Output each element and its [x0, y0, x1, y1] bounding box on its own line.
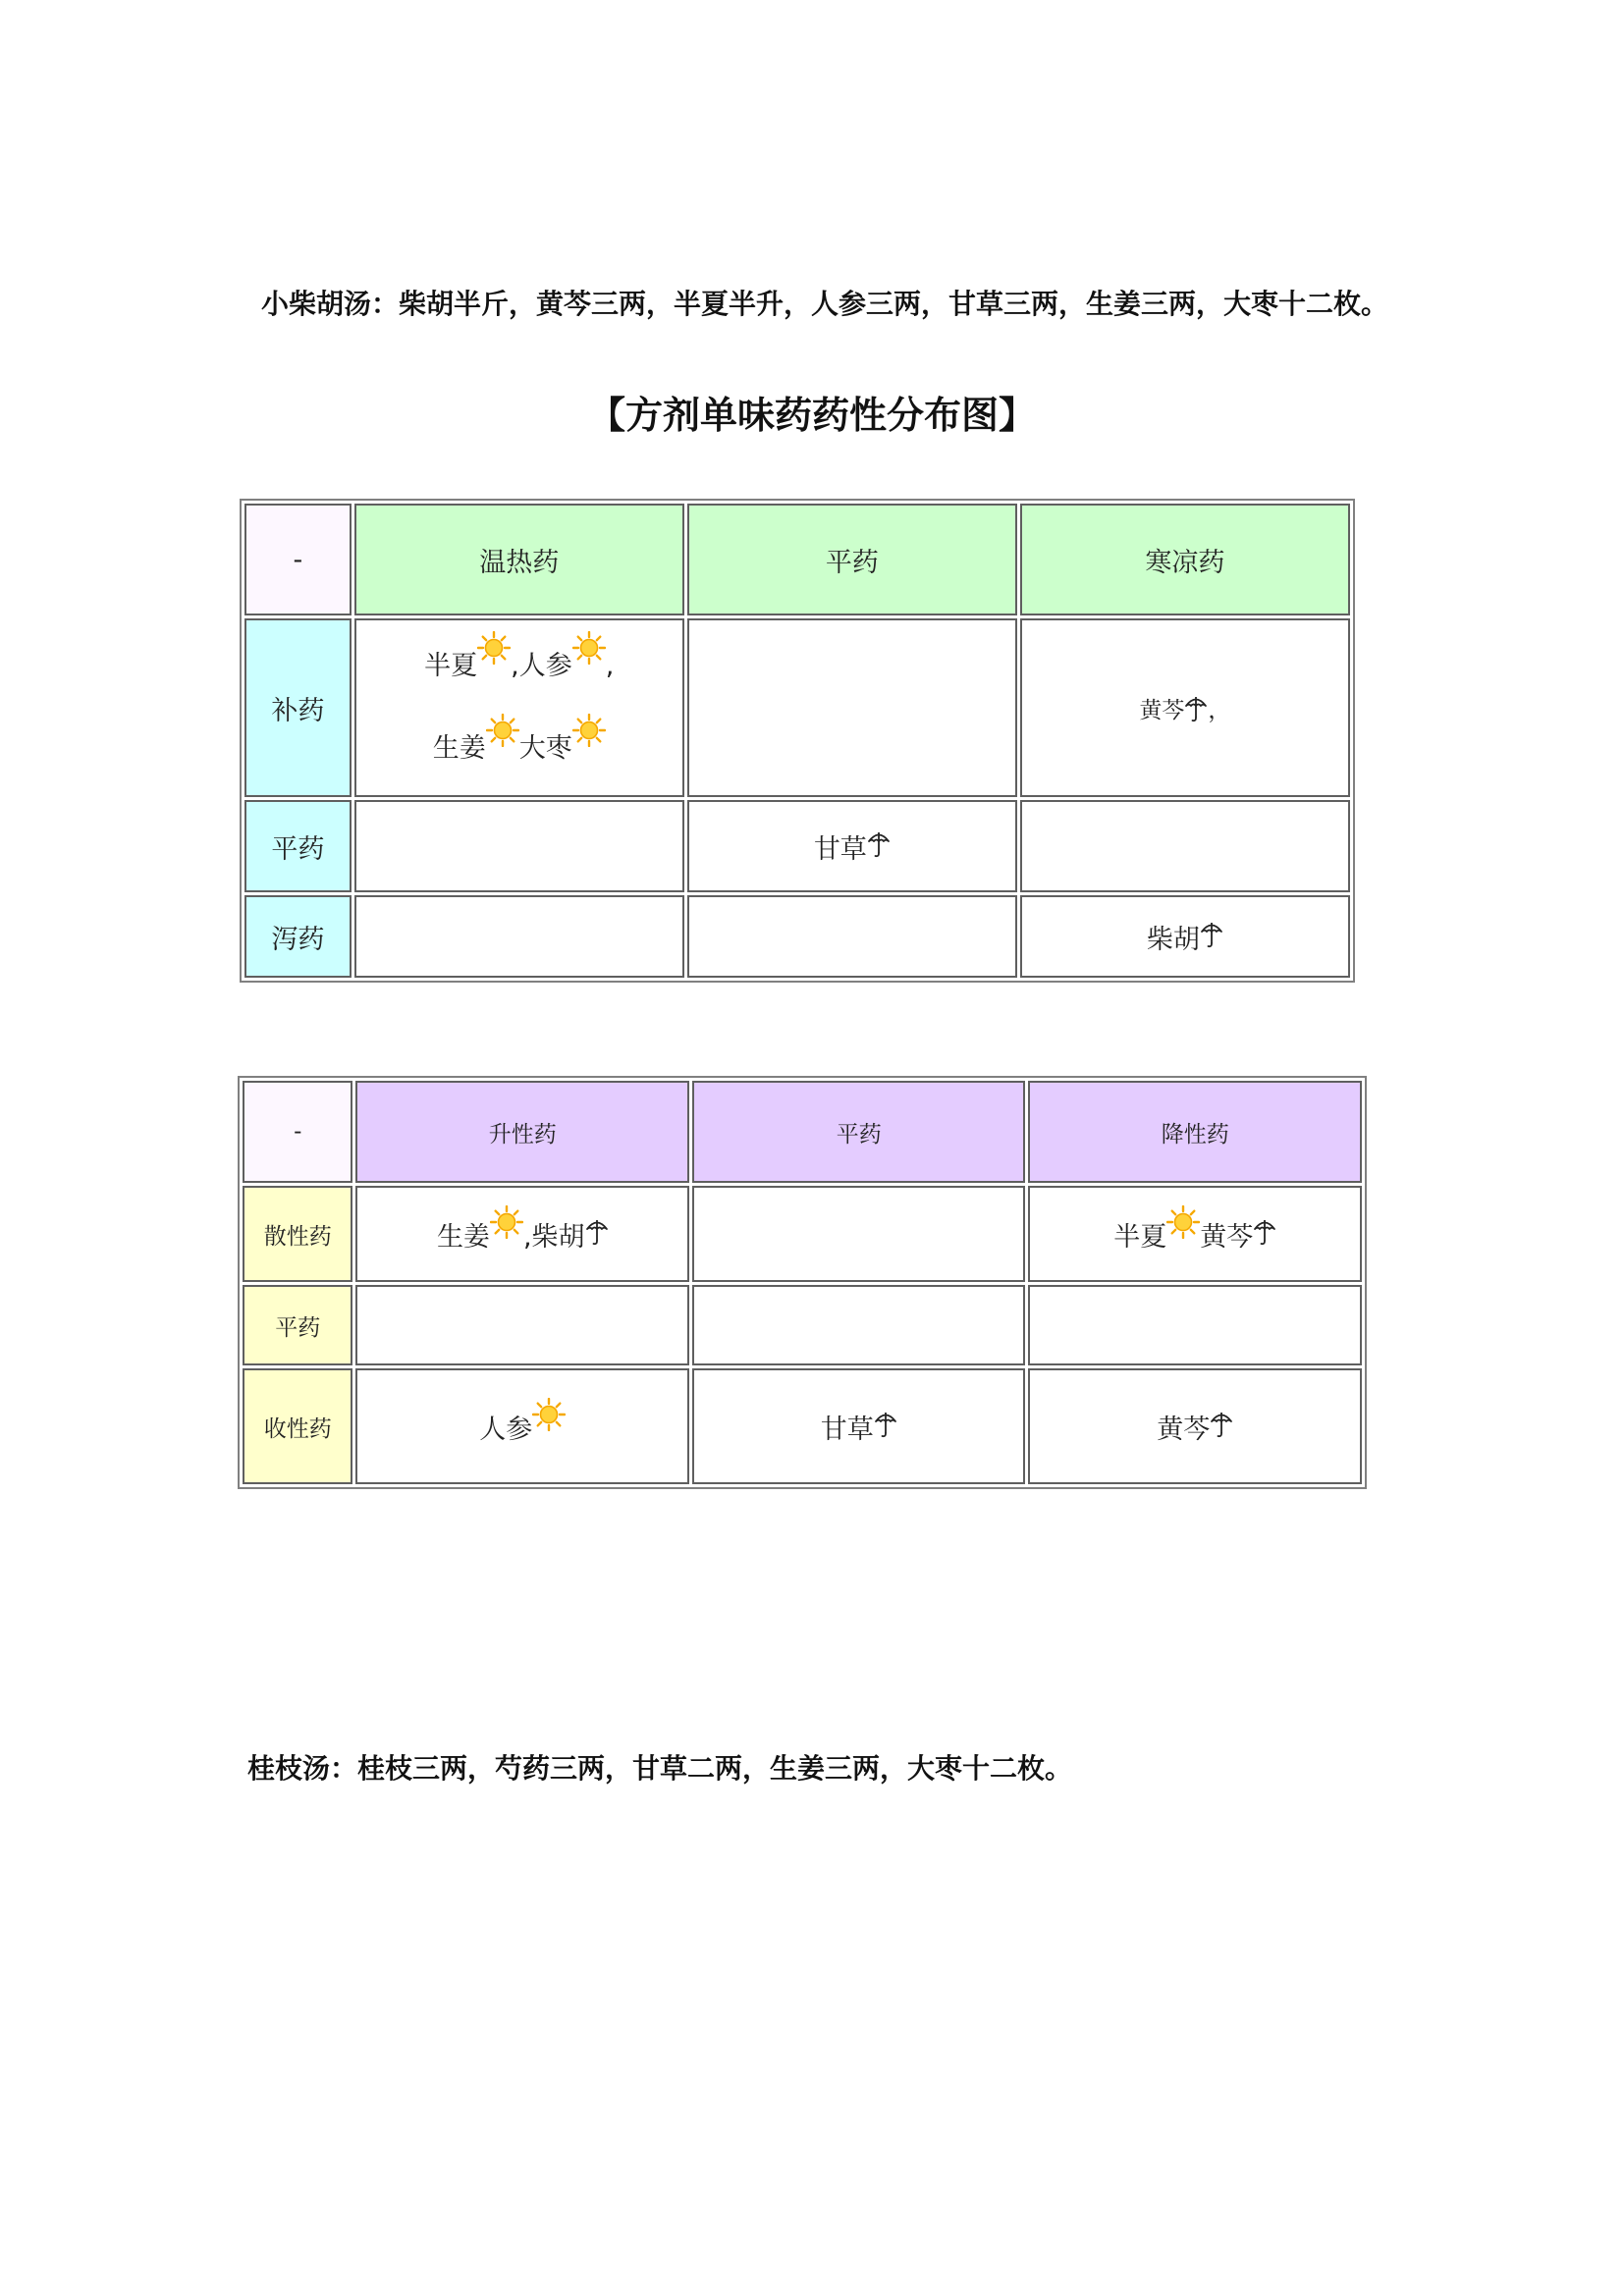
table1-row-tonify: 补药 — [244, 618, 352, 797]
table1-row-neutral: 平药 — [244, 800, 352, 892]
umbrella-icon — [867, 829, 891, 859]
table2-cell-neutral-neutral — [692, 1285, 1026, 1365]
table1-cell-tonify-cold — [1020, 618, 1350, 797]
herb-name: 黄芩 — [1139, 697, 1185, 723]
herb-name: 甘草 — [813, 833, 867, 865]
herb-name: 黄芩 — [1157, 1414, 1211, 1445]
herb-name: 人参 — [479, 1414, 533, 1445]
table1-cell-drain-cold — [1020, 895, 1350, 978]
herb-item — [479, 1408, 566, 1446]
sun-icon — [490, 1205, 523, 1239]
umbrella-icon — [585, 1217, 609, 1247]
umbrella-icon — [874, 1410, 897, 1439]
table2-col-descend: 降性药 — [1028, 1081, 1362, 1183]
herb-name: 甘草 — [820, 1414, 874, 1445]
herb-name: 柴胡 — [1146, 924, 1200, 955]
table1-cell-tonify-neutral — [687, 618, 1017, 797]
herb-item — [519, 708, 606, 790]
table1-cell-neutral-warm — [354, 800, 684, 892]
herb-item — [1200, 1215, 1276, 1254]
sun-icon — [1166, 1205, 1200, 1239]
table2-row-disperse: 散性药 — [243, 1186, 352, 1282]
cell-line — [356, 625, 682, 708]
sun-icon — [572, 615, 606, 649]
table1-cell-tonify-warm — [354, 618, 684, 797]
table2-cell-neutral-ascend — [355, 1285, 689, 1365]
herb-item — [519, 625, 606, 708]
herb-name: 人参 — [518, 651, 572, 681]
herb-name: 半夏 — [424, 651, 478, 681]
umbrella-icon — [1200, 920, 1223, 949]
herb-item — [821, 1408, 897, 1446]
table1-row-drain: 泻药 — [244, 895, 352, 978]
herb-name: 生姜 — [432, 733, 486, 764]
table1-col-cold: 寒凉药 — [1020, 504, 1350, 615]
table-ascend-descend — [238, 1076, 1367, 1489]
herb-item — [814, 828, 891, 866]
table1-corner: - — [244, 504, 352, 615]
herb-item — [424, 625, 511, 708]
chart-title: 【方剂单味药药性分布图】 — [587, 394, 1036, 437]
table1-cell-neutral-neutral — [687, 800, 1017, 892]
sun-icon — [486, 698, 519, 731]
sun-icon — [477, 615, 511, 649]
separator: ， — [1208, 697, 1231, 723]
umbrella-icon — [1210, 1410, 1233, 1439]
formula-guizhi: 桂枝汤：桂枝三两，芍药三两，甘草二两，生姜三两，大枣十二枚。 — [247, 1752, 1073, 1785]
herb-name: 柴胡 — [531, 1221, 585, 1253]
herb-name: 大枣 — [518, 733, 572, 764]
herb-name: 半夏 — [1113, 1221, 1167, 1253]
herb-name: 黄芩 — [1200, 1221, 1254, 1253]
herb-item — [1139, 692, 1208, 724]
table2-row-astringe: 收性药 — [243, 1368, 352, 1484]
sun-icon — [572, 698, 606, 731]
table1-col-neutral: 平药 — [687, 504, 1017, 615]
herb-item — [532, 1215, 609, 1254]
herb-item — [437, 1215, 523, 1254]
formula-xiaochaihu: 小柴胡汤：柴胡半斤，黄芩三两，半夏半升，人参三两，甘草三两，生姜三两，大枣十二枚。 — [261, 288, 1389, 320]
table2-cell-disperse-ascend — [355, 1186, 689, 1282]
table2-cell-disperse-neutral — [692, 1186, 1026, 1282]
table1-col-warm: 温热药 — [354, 504, 684, 615]
umbrella-icon — [1184, 694, 1208, 723]
table2-row-neutral: 平药 — [243, 1285, 352, 1365]
cell-line — [356, 708, 682, 790]
table2-col-ascend: 升性药 — [355, 1081, 689, 1183]
table1-cell-neutral-cold — [1020, 800, 1350, 892]
table2-cell-astringe-neutral — [692, 1368, 1026, 1484]
table2-col-neutral: 平药 — [692, 1081, 1026, 1183]
table1-cell-drain-neutral — [687, 895, 1017, 978]
sun-icon — [532, 1398, 566, 1431]
herb-item — [1147, 918, 1223, 956]
separator: , — [605, 651, 615, 681]
herb-item — [1157, 1408, 1233, 1446]
herb-item — [1113, 1215, 1200, 1254]
table2-cell-astringe-ascend — [355, 1368, 689, 1484]
umbrella-icon — [1253, 1217, 1276, 1247]
herb-item — [433, 708, 519, 790]
table2-cell-astringe-descend — [1028, 1368, 1362, 1484]
table2-corner: - — [243, 1081, 352, 1183]
table2-cell-disperse-descend — [1028, 1186, 1362, 1282]
table-warm-cold — [240, 499, 1355, 983]
separator: , — [511, 651, 519, 681]
separator: , — [522, 1221, 532, 1253]
table2-cell-neutral-descend — [1028, 1285, 1362, 1365]
herb-name: 生姜 — [436, 1221, 490, 1253]
table1-cell-drain-warm — [354, 895, 684, 978]
